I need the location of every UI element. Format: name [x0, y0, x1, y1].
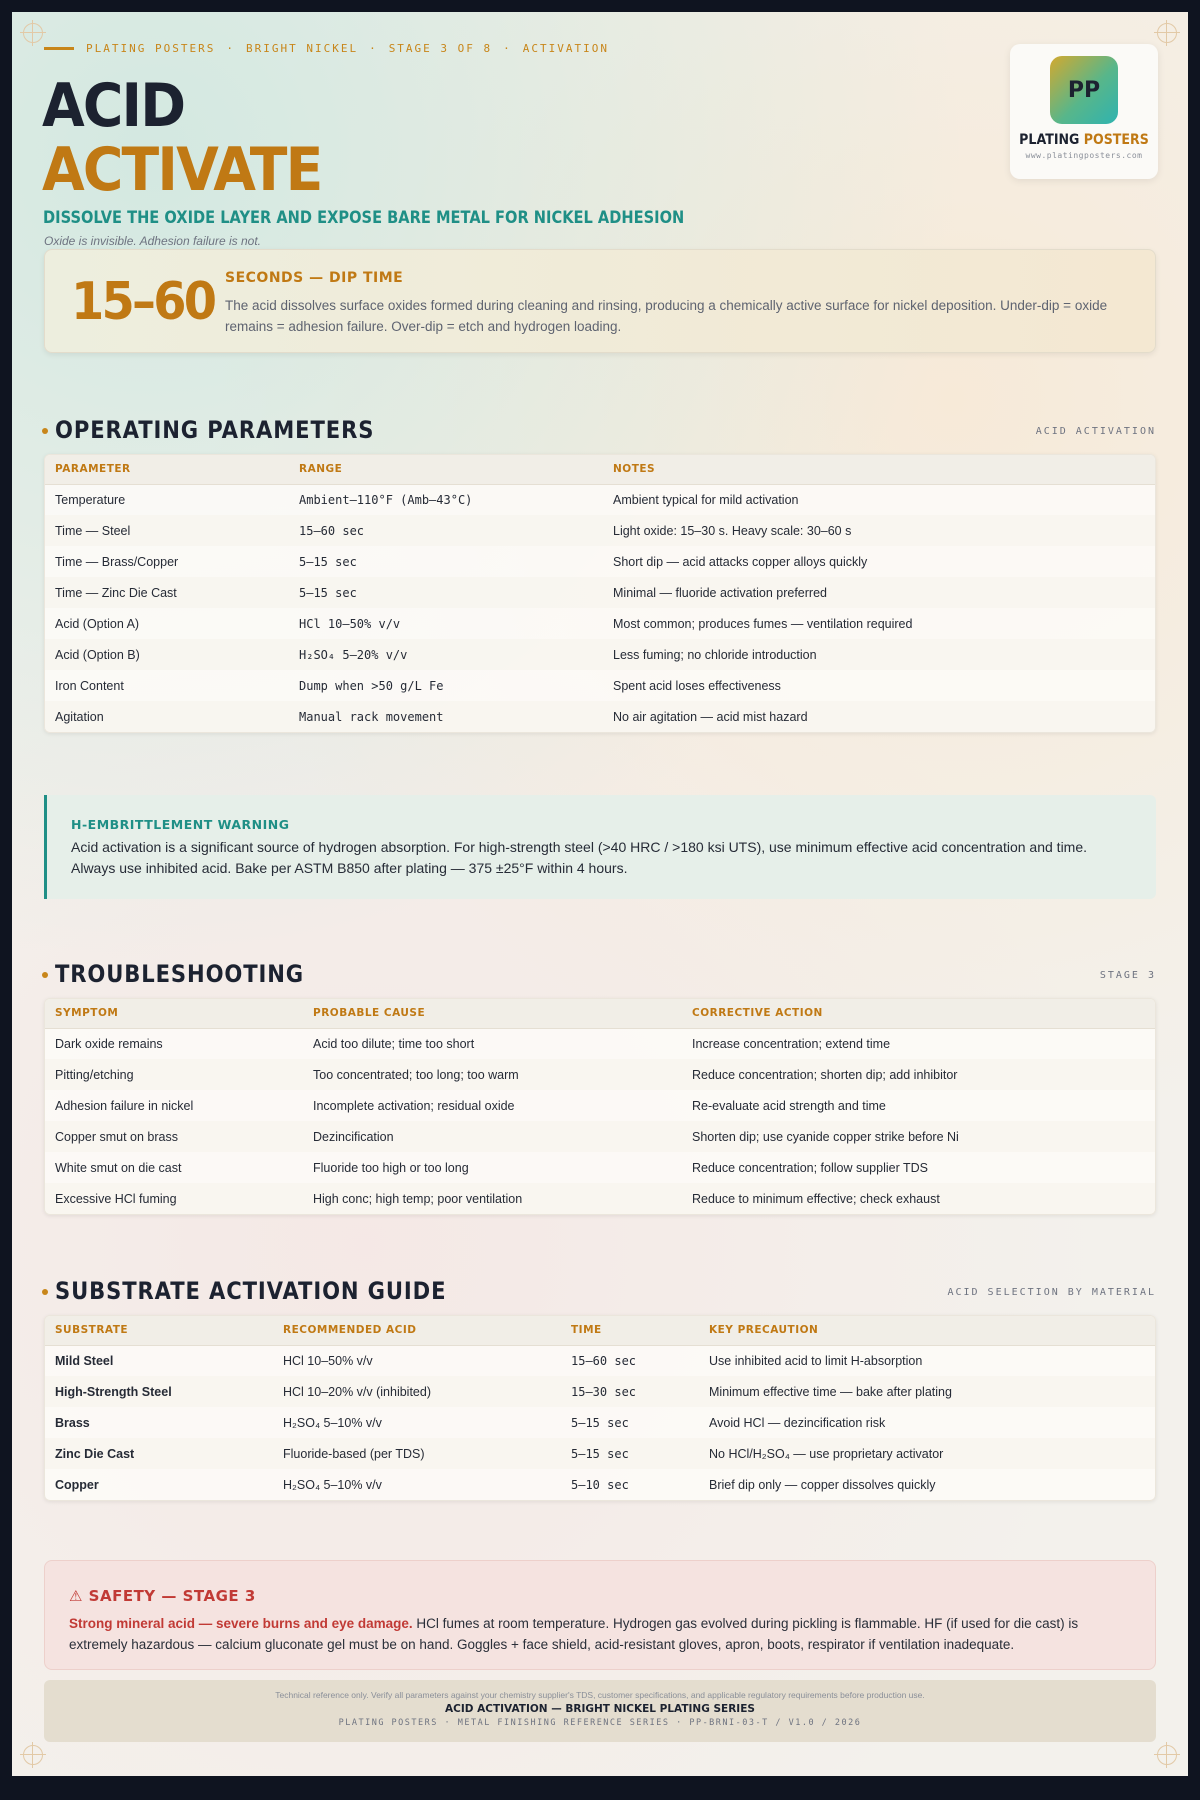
- table-row: [45, 1407, 1155, 1438]
- dip-time-heading: SECONDS — DIP TIME: [225, 270, 404, 286]
- table-row: [45, 1183, 1155, 1214]
- logo-url: www.platingposters.com: [1025, 151, 1143, 160]
- substrate-section-label: ACID SELECTION BY MATERIAL: [947, 1287, 1156, 1298]
- table-cell: Minimum effective time — bake after plating: [699, 1376, 1155, 1407]
- table-row: [45, 670, 1155, 701]
- troubleshooting-table: [44, 998, 1156, 1215]
- table-cell: Pitting/etching: [45, 1059, 303, 1090]
- table-header-row: [45, 999, 1155, 1028]
- troubleshooting-section-label: STAGE 3: [1099, 970, 1156, 981]
- safety-panel: [44, 1560, 1156, 1670]
- table-cell: 5–15 sec: [571, 1415, 629, 1430]
- table-cell: H₂SO₄ 5–10% v/v: [283, 1415, 382, 1430]
- operating-section-header: [42, 414, 1156, 446]
- logo-mark: PP: [1050, 56, 1118, 124]
- bullet-icon: [42, 1289, 48, 1295]
- table-row: [45, 639, 1155, 670]
- safety-text: HCl fumes at room temperature. Hydrogen gas evolved during pickling is flammable. HF (if used for die cast) is extremely hazardous — calcium gluconate gel must be on hand. Goggles + face shield, acid-resistant gloves, apron, boots, respirator if ventilation inadequate.: [69, 1616, 1079, 1652]
- table-cell: Light oxide: 15–30 s. Heavy scale: 30–60 s: [603, 515, 1155, 546]
- eyebrow-step: ACTIVATION: [522, 42, 610, 55]
- table-cell: Temperature: [55, 492, 126, 507]
- table-row: [45, 1028, 1155, 1059]
- safety-body: [69, 1613, 1139, 1655]
- eyebrow-breadcrumb: [44, 42, 609, 55]
- table-cell: Incomplete activation; residual oxide: [313, 1098, 515, 1113]
- dip-time-value: 15–60: [71, 272, 215, 332]
- table-header-row: [45, 455, 1155, 484]
- logo-name-part1: PLATING: [1019, 132, 1080, 148]
- table-row: [45, 1469, 1155, 1500]
- dip-time-callout: [44, 249, 1156, 353]
- eyebrow-separator: ·: [503, 42, 512, 55]
- table-row: [45, 1376, 1155, 1407]
- table-cell: Less fuming; no chloride introduction: [603, 639, 1155, 670]
- table-cell: Ambient typical for mild activation: [613, 492, 799, 507]
- table-cell: 5–15 sec: [561, 1438, 699, 1469]
- dip-time-body: The acid dissolves surface oxides formed during cleaning and rinsing, producing a chemically active surface for nickel deposition. Under-dip = oxide remains = adhesion failure. Over-dip = etch and hydrogen loading.: [225, 298, 1108, 334]
- table-cell: HCl 10–50% v/v: [283, 1353, 373, 1368]
- substrate-guide-table: [44, 1315, 1156, 1501]
- table-cell: Time — Zinc Die Cast: [45, 577, 289, 608]
- table-cell: Reduce concentration; shorten dip; add inhibitor: [682, 1059, 1155, 1090]
- eyebrow-separator: ·: [226, 42, 235, 55]
- operating-section-title: OPERATING PARAMETERS: [55, 416, 375, 444]
- table-cell: Time — Brass/Copper: [55, 554, 179, 569]
- table-cell: Fluoride-based (per TDS): [273, 1438, 561, 1469]
- embrittlement-warning: [44, 795, 1156, 899]
- registration-mark-icon: [20, 1742, 46, 1768]
- table-cell: Mild Steel: [55, 1353, 114, 1368]
- table-cell: HCl 10–50% v/v: [299, 616, 401, 631]
- troubleshooting-section-header: [42, 958, 1156, 990]
- eyebrow-line: BRIGHT NICKEL: [245, 42, 359, 55]
- page-title-line2: ACTIVATE: [42, 135, 322, 205]
- footer-disclaimer: Technical reference only. Verify all parameters against your chemistry supplier's TDS, customer specifications, and applicable regulatory requirements before production use.: [275, 1690, 925, 1700]
- column-header: RANGE: [289, 455, 603, 484]
- column-header: TIME: [561, 1316, 699, 1345]
- table-row: [45, 1345, 1155, 1376]
- table-cell: No air agitation — acid mist hazard: [603, 701, 1155, 732]
- bullet-icon: [42, 972, 48, 978]
- bullet-icon: [42, 428, 48, 434]
- table-cell: Adhesion failure in nickel: [55, 1098, 194, 1113]
- table-row: [45, 546, 1155, 577]
- table-row: [45, 515, 1155, 546]
- table-cell: Dezincification: [303, 1121, 682, 1152]
- table-cell: Agitation: [45, 701, 289, 732]
- poster: [12, 12, 1188, 1776]
- operating-section-label: ACID ACTIVATION: [1035, 426, 1156, 437]
- brand-logo: [1010, 44, 1158, 179]
- column-header: RECOMMENDED ACID: [273, 1316, 561, 1345]
- logo-name-part2: POSTERS: [1083, 132, 1149, 148]
- safety-heading: ⚠ SAFETY — STAGE 3: [69, 1587, 256, 1605]
- table-cell: 15–30 sec: [561, 1376, 699, 1407]
- operating-parameters-table: [44, 454, 1156, 733]
- table-cell: Excessive HCl fuming: [45, 1183, 303, 1214]
- table-cell: Manual rack movement: [289, 701, 603, 732]
- substrate-section-title: SUBSTRATE ACTIVATION GUIDE: [55, 1277, 447, 1305]
- table-cell: High conc; high temp; poor ventilation: [303, 1183, 682, 1214]
- table-cell: 5–10 sec: [571, 1477, 629, 1492]
- table-cell: Short dip — acid attacks copper alloys quickly: [613, 554, 868, 569]
- table-row: [45, 608, 1155, 639]
- eyebrow-bar: [44, 47, 74, 50]
- column-header: PROBABLE CAUSE: [303, 999, 682, 1028]
- page-subtitle: DISSOLVE THE OXIDE LAYER AND EXPOSE BARE METAL FOR NICKEL ADHESION: [43, 208, 685, 228]
- table-cell: Acid (Option B): [45, 639, 289, 670]
- table-cell: H₂SO₄ 5–20% v/v: [289, 639, 603, 670]
- table-cell: Zinc Die Cast: [45, 1438, 273, 1469]
- table-cell: H₂SO₄ 5–10% v/v: [283, 1477, 382, 1492]
- column-header: NOTES: [603, 455, 1155, 484]
- table-cell: Iron Content: [55, 678, 124, 693]
- eyebrow-stage: STAGE 3 OF 8: [388, 42, 493, 55]
- substrate-section-header: [42, 1275, 1156, 1307]
- table-row: [45, 1059, 1155, 1090]
- column-header: CORRECTIVE ACTION: [682, 999, 1155, 1028]
- table-row: [45, 1090, 1155, 1121]
- table-cell: Shorten dip; use cyanide copper strike before Ni: [682, 1121, 1155, 1152]
- table-cell: 15–60 sec: [289, 515, 603, 546]
- warning-heading: H-EMBRITTLEMENT WARNING: [71, 817, 290, 832]
- table-cell: No HCl/H₂SO₄ — use proprietary activator: [699, 1438, 1155, 1469]
- table-cell: Brief dip only — copper dissolves quickly: [709, 1477, 936, 1492]
- table-cell: Minimal — fluoride activation preferred: [603, 577, 1155, 608]
- table-cell: Reduce concentration; follow supplier TDS: [692, 1160, 929, 1175]
- table-cell: Copper smut on brass: [45, 1121, 303, 1152]
- page-tagline: Oxide is invisible. Adhesion failure is not.: [44, 234, 261, 248]
- logo-name: [1017, 132, 1150, 148]
- column-header: PARAMETER: [45, 455, 289, 484]
- table-row: [45, 1152, 1155, 1183]
- table-cell: Spent acid loses effectiveness: [613, 678, 781, 693]
- footer-title: ACID ACTIVATION — BRIGHT NICKEL PLATING SERIES: [445, 1703, 755, 1715]
- table-cell: Re-evaluate acid strength and time: [692, 1098, 886, 1113]
- registration-mark-icon: [20, 20, 46, 46]
- safety-highlight: Strong mineral acid — severe burns and eye damage.: [69, 1616, 413, 1631]
- table-cell: Most common; produces fumes — ventilation required: [613, 616, 913, 631]
- table-cell: Dark oxide remains: [55, 1036, 163, 1051]
- table-cell: Increase concentration; extend time: [692, 1036, 891, 1051]
- table-cell: Copper: [55, 1477, 99, 1492]
- table-header-row: [45, 1316, 1155, 1345]
- eyebrow-separator: ·: [369, 42, 378, 55]
- table-cell: Avoid HCl — dezincification risk: [709, 1415, 886, 1430]
- table-cell: Brass: [55, 1415, 90, 1430]
- troubleshooting-section-title: TROUBLESHOOTING: [55, 960, 305, 988]
- table-cell: 5–15 sec: [289, 577, 603, 608]
- column-header: KEY PRECAUTION: [699, 1316, 1155, 1345]
- registration-mark-icon: [1154, 20, 1180, 46]
- table-cell: HCl 10–20% v/v (inhibited): [273, 1376, 561, 1407]
- table-cell: Reduce to minimum effective; check exhaust: [682, 1183, 1155, 1214]
- eyebrow-series: PLATING POSTERS: [86, 42, 216, 55]
- table-row: [45, 1121, 1155, 1152]
- page-title-line1: ACID: [42, 71, 185, 141]
- footer: [44, 1680, 1156, 1742]
- table-cell: Ambient–110°F (Amb–43°C): [299, 492, 473, 507]
- registration-mark-icon: [1154, 1742, 1180, 1768]
- table-cell: Dump when >50 g/L Fe: [299, 678, 444, 693]
- column-header: SUBSTRATE: [45, 1316, 273, 1345]
- table-cell: High-Strength Steel: [45, 1376, 273, 1407]
- column-header: SYMPTOM: [45, 999, 303, 1028]
- table-cell: Acid (Option A): [55, 616, 140, 631]
- table-row: [45, 577, 1155, 608]
- table-cell: Time — Steel: [45, 515, 289, 546]
- table-cell: Too concentrated; too long; too warm: [303, 1059, 682, 1090]
- warning-body: Acid activation is a significant source of hydrogen absorption. For high-strength steel (>40 HRC / >180 ksi UTS), use minimum effective acid concentration and time. Always use inhibited acid. Bake per ASTM B850 after plating — 375 ±25°F within 4 hours.: [71, 839, 1088, 876]
- table-cell: Fluoride too high or too long: [313, 1160, 469, 1175]
- footer-meta: PLATING POSTERS · METAL FINISHING REFERENCE SERIES · PP-BRNI-03-T / V1.0 / 2026: [338, 1718, 862, 1728]
- table-cell: Use inhibited acid to limit H-absorption: [709, 1353, 923, 1368]
- table-cell: White smut on die cast: [55, 1160, 182, 1175]
- table-row: [45, 701, 1155, 732]
- table-row: [45, 484, 1155, 515]
- table-cell: 5–15 sec: [299, 554, 357, 569]
- table-cell: Acid too dilute; time too short: [313, 1036, 475, 1051]
- table-row: [45, 1438, 1155, 1469]
- table-cell: 15–60 sec: [571, 1353, 637, 1368]
